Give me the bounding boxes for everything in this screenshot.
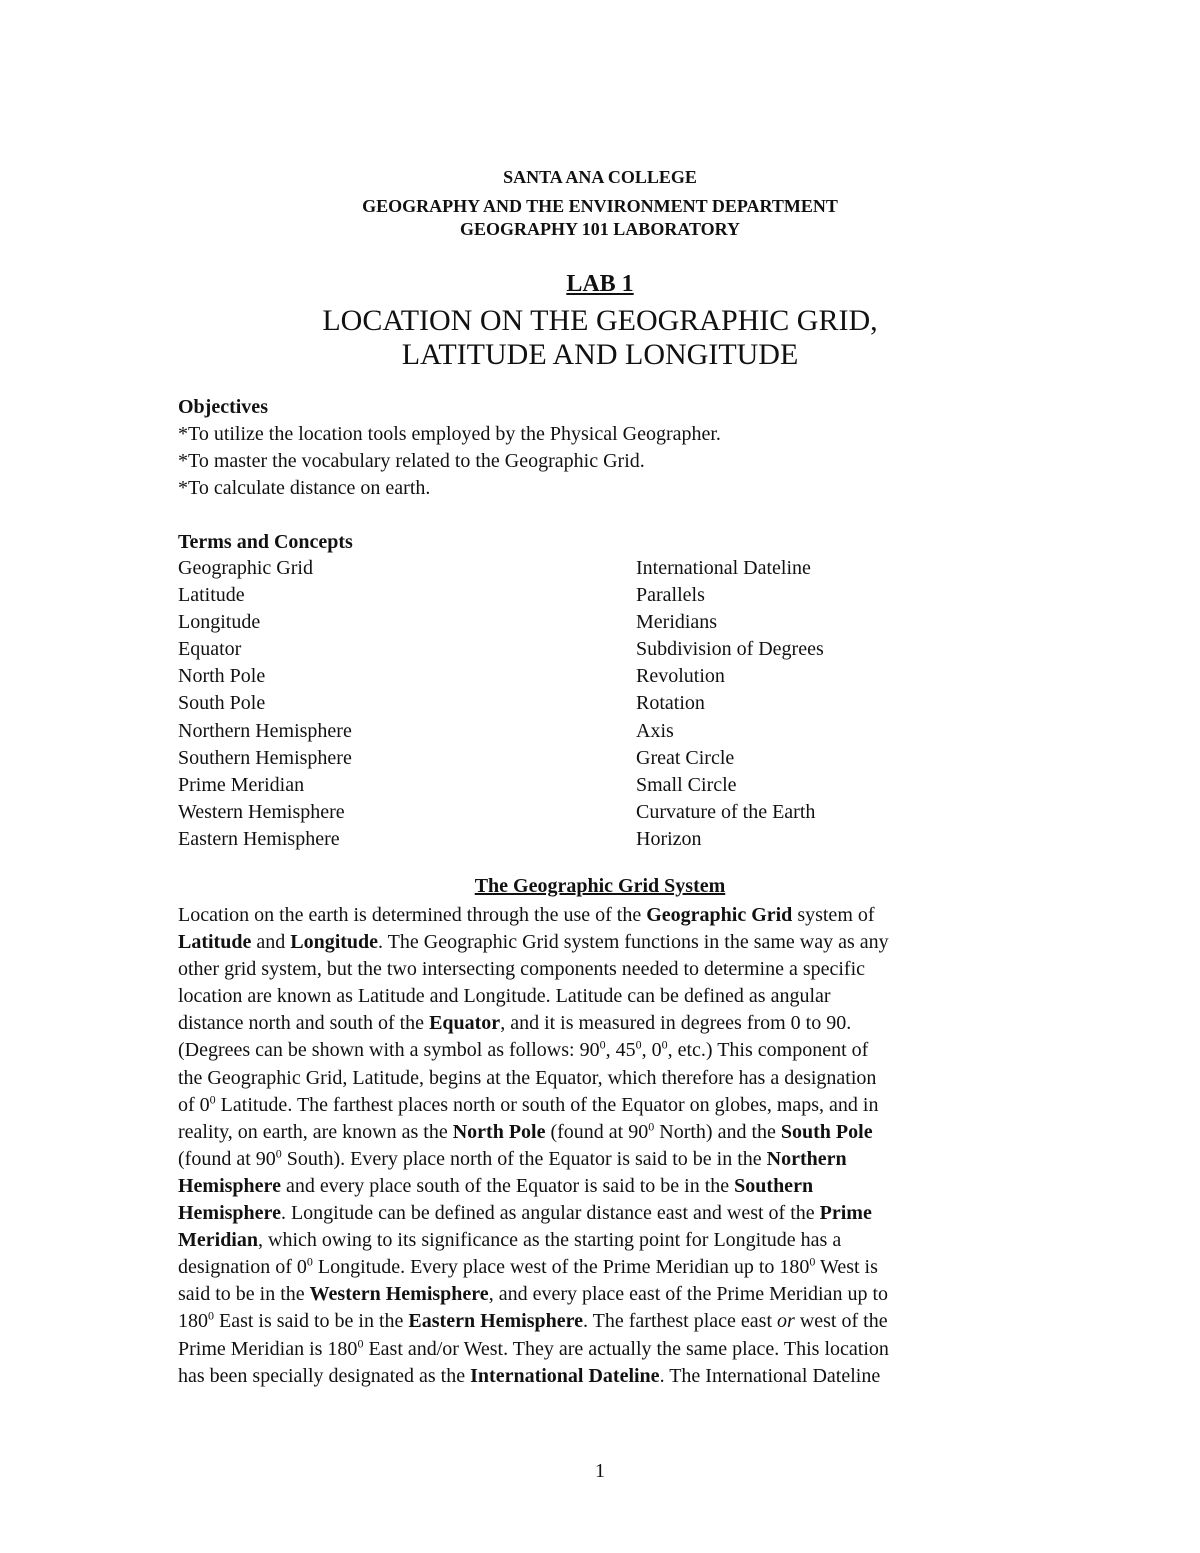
paragraph-line [178,929,1028,956]
paragraph-line [178,1200,1028,1227]
text-run: location are known as Latitude and Longitude. Latitude can be defined as angular [178,985,831,1008]
term-item: Latitude [178,584,245,607]
term-item: Longitude [178,611,261,634]
paragraph-line [178,1308,1028,1335]
text-run: the Geographic Grid, Latitude, begins at the Equator, which therefore has a designation [178,1066,877,1089]
degree-symbol: 0 [275,1146,282,1161]
text-run: (Degrees can be shown with a symbol as follows: 90 [178,1039,600,1062]
paragraph-line [178,956,1028,983]
lab-title-line-1: LOCATION ON THE GEOGRAPHIC GRID, [322,304,878,337]
lab-title-line-2: LATITUDE AND LONGITUDE [401,338,799,371]
text-run: said to be in the [178,1283,310,1306]
paragraph-line [178,1146,1028,1173]
bold-term: Hemisphere [178,1202,281,1225]
text-run: reality, on earth, are known as the [178,1120,453,1143]
paragraph-line [178,1173,1028,1200]
text-run: . Longitude can be defined as angular distance east and west of the [280,1202,820,1225]
paragraph-line [178,1119,1028,1146]
text-run: and [251,931,291,954]
objectives-heading: Objectives [178,396,268,418]
text-run: South). Every place north of the Equator is said to be in the [281,1147,767,1170]
terms-column-right [636,555,824,853]
bold-term: Hemisphere [178,1174,281,1197]
degree-symbol: 0 [209,1092,216,1106]
text-run: , and it is measured in degrees from 0 to 90. [500,1012,852,1035]
term-item: Great Circle [636,746,735,769]
term-item: Parallels [636,584,705,607]
paragraph-line [178,1227,1028,1254]
text-run: Latitude. The farthest places north or south of the Equator on globes, maps, and in [215,1093,879,1116]
degree-symbol: 0 [809,1254,816,1269]
lab-number: LAB 1 [566,271,634,297]
bold-term: Northern [766,1147,847,1170]
paragraph-line [178,1065,1028,1092]
term-item: Axis [636,719,674,742]
text-run: East is said to be in the [214,1310,409,1333]
terms-column-left [178,555,352,853]
bold-term: Western Hemisphere [309,1283,489,1306]
term-item: Geographic Grid [178,557,313,579]
paragraph-line [178,1363,1028,1390]
text-run: west of the [794,1310,888,1333]
text-run: (found at 90 [178,1147,276,1170]
term-item: International Dateline [636,557,811,579]
paragraph-line [178,1254,1028,1281]
paragraph-line [178,1037,1028,1064]
term-item: Subdivision of Degrees [636,638,824,661]
term-item: North Pole [178,665,266,688]
text-run: East and/or West. They are actually the same place. This location [363,1337,889,1360]
text-run: and every place south of the Equator is said to be in the [280,1174,735,1197]
term-item: South Pole [178,692,266,715]
term-item: Prime Meridian [178,773,305,796]
degree-symbol: 0 [661,1037,668,1052]
bold-term: Geographic Grid [646,904,793,926]
text-run: has been specially designated as the [178,1364,471,1387]
italic-text: or [777,1310,795,1333]
bold-term: Latitude [178,931,252,954]
bold-term: Prime [819,1202,872,1225]
terms-heading: Terms and Concepts [178,531,353,553]
bold-term: Equator [429,1012,501,1035]
department-name: GEOGRAPHY AND THE ENVIRONMENT DEPARTMENT [362,196,838,216]
bold-term: Southern [734,1174,814,1197]
text-run: other grid system, but the two intersecting components needed to determine a specific [178,958,866,981]
term-item: Western Hemisphere [178,800,345,823]
text-run: , 45 [605,1039,636,1062]
course-name: GEOGRAPHY 101 LABORATORY [459,219,741,239]
degree-symbol: 0 [306,1254,313,1269]
term-item: Northern Hemisphere [178,719,352,742]
term-item: Rotation [636,692,705,715]
text-run: North) and the [654,1120,781,1143]
text-run: (found at 90 [545,1120,649,1143]
text-run: of 0 [178,1093,210,1116]
degree-symbol: 0 [635,1037,642,1052]
text-run: Longitude. Every place west of the Prime Meridian up to 180 [312,1256,810,1279]
term-item: Curvature of the Earth [636,800,816,823]
bold-term: Meridian [178,1229,258,1252]
degree-symbol: 0 [357,1335,364,1350]
text-run: 180 [178,1310,208,1333]
term-item: Equator [178,638,242,661]
term-item: Small Circle [636,773,737,796]
text-run: West is [815,1256,878,1279]
text-run: , and every place east of the Prime Meridian up to [488,1283,888,1306]
paragraph-line [178,1281,1028,1308]
bold-term: International Dateline [470,1364,660,1387]
text-run: . The farthest place east [583,1310,778,1333]
page-number: 1 [595,1460,605,1482]
paragraph-line [178,1010,1028,1037]
paragraph-line [178,902,1028,929]
text-run: system of [792,904,875,926]
term-item: Revolution [636,665,725,688]
college-name: SANTA ANA COLLEGE [503,167,697,187]
objective-item: *To master the vocabulary related to the Geographic Grid. [178,450,645,472]
text-run: designation of 0 [178,1256,307,1279]
grid-system-paragraph [178,902,1028,1390]
paragraph-line [178,1336,1028,1363]
objective-item: *To utilize the location tools employed by the Physical Geographer. [178,423,721,445]
bold-term: Longitude [290,931,379,954]
bold-term: South Pole [780,1120,873,1143]
degree-symbol: 0 [599,1037,606,1052]
text-run: . The International Dateline [659,1364,881,1387]
grid-system-heading: The Geographic Grid System [474,875,726,897]
degree-symbol: 0 [648,1119,655,1134]
paragraph-line [178,983,1028,1010]
term-item: Eastern Hemisphere [178,827,340,850]
text-run: , etc.) This component of [667,1039,869,1062]
text-run: , 0 [641,1039,662,1062]
term-item: Meridians [636,611,718,634]
bold-term: Eastern Hemisphere [408,1310,584,1333]
bold-term: North Pole [452,1120,546,1143]
degree-symbol: 0 [208,1308,214,1323]
term-item: Horizon [636,827,702,850]
text-run: . The Geographic Grid system functions in the same way as any [378,931,889,954]
text-run: , which owing to its significance as the starting point for Longitude has a [258,1229,842,1252]
paragraph-line [178,1092,1028,1119]
text-run: distance north and south of the [178,1012,430,1035]
text-run: Location on the earth is determined through the use of the [178,904,647,926]
term-item: Southern Hemisphere [178,746,352,769]
objective-item: *To calculate distance on earth. [178,477,431,499]
text-run: Prime Meridian is 180 [178,1337,358,1360]
